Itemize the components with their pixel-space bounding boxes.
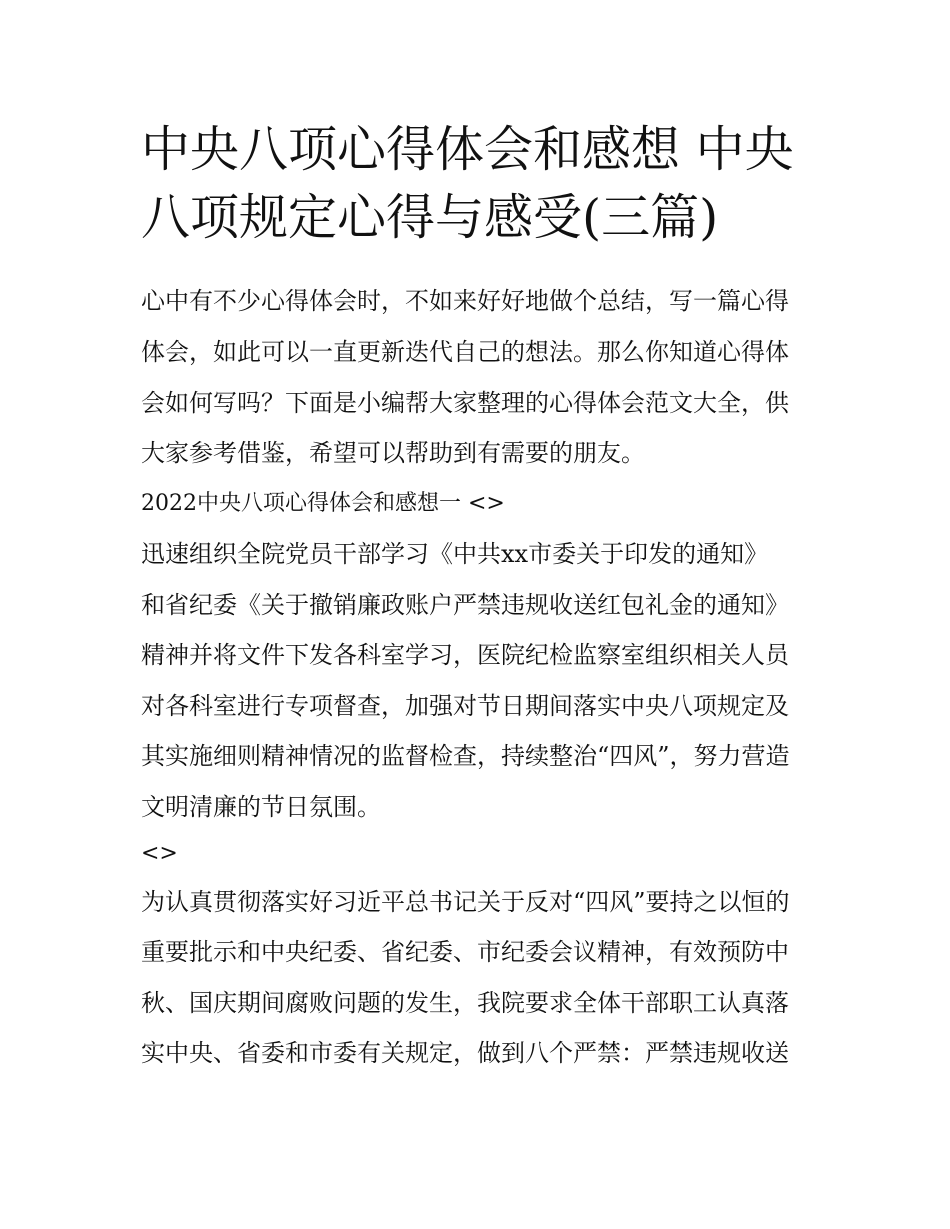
paragraph2-line: 为认真贯彻落实好习近平总书记关于反对“四风”要持之以恒的 [141,888,790,916]
paragraph2-line: 秋、国庆期间腐败问题的发生，我院要求全体干部职工认真落 [141,989,789,1017]
intro-line: 会如何写吗？下面是小编帮大家整理的心得体会范文大全，供 [141,389,789,417]
intro-line: 心中有不少心得体会时，不如来好好地做个总结，写一篇心得 [141,287,789,315]
paragraph1-line: 对各科室进行专项督查，加强对节日期间落实中央八项规定及 [141,692,789,720]
paragraph1-line: 和省纪委《关于撤销廉政账户严禁违规收送红包礼金的通知》 [141,591,789,619]
paragraph2-line: 实中央、省委和市委有关规定，做到八个严禁：严禁违规收送 [141,1039,789,1067]
intro-line: 体会，如此可以一直更新迭代自己的想法。那么你知道心得体 [141,338,789,366]
document-title: 中央八项心得体会和感想 中央八项规定心得与感受(三篇) [141,121,794,246]
paragraph2-line: 重要批示和中央纪委、省纪委、市纪委会议精神，有效预防中 [141,938,789,966]
paragraph1-line: 文明清廉的节日氛围。 [141,793,381,821]
section-heading: 2022中央八项心得体会和感想一 <> [141,491,505,516]
paragraph1-line: 精神并将文件下发各科室学习，医院纪检监察室组织相关人员 [141,641,789,669]
intro-line: 大家参考借鉴，希望可以帮助到有需要的朋友。 [141,439,645,467]
separator-marker: <> [141,841,178,866]
paragraph1-line: 迅速组织全院党员干部学习《中共xx市委关于印发的通知》 [141,540,769,568]
paragraph1-line: 其实施细则精神情况的监督检查，持续整治“四风”，努力营造 [141,742,790,770]
